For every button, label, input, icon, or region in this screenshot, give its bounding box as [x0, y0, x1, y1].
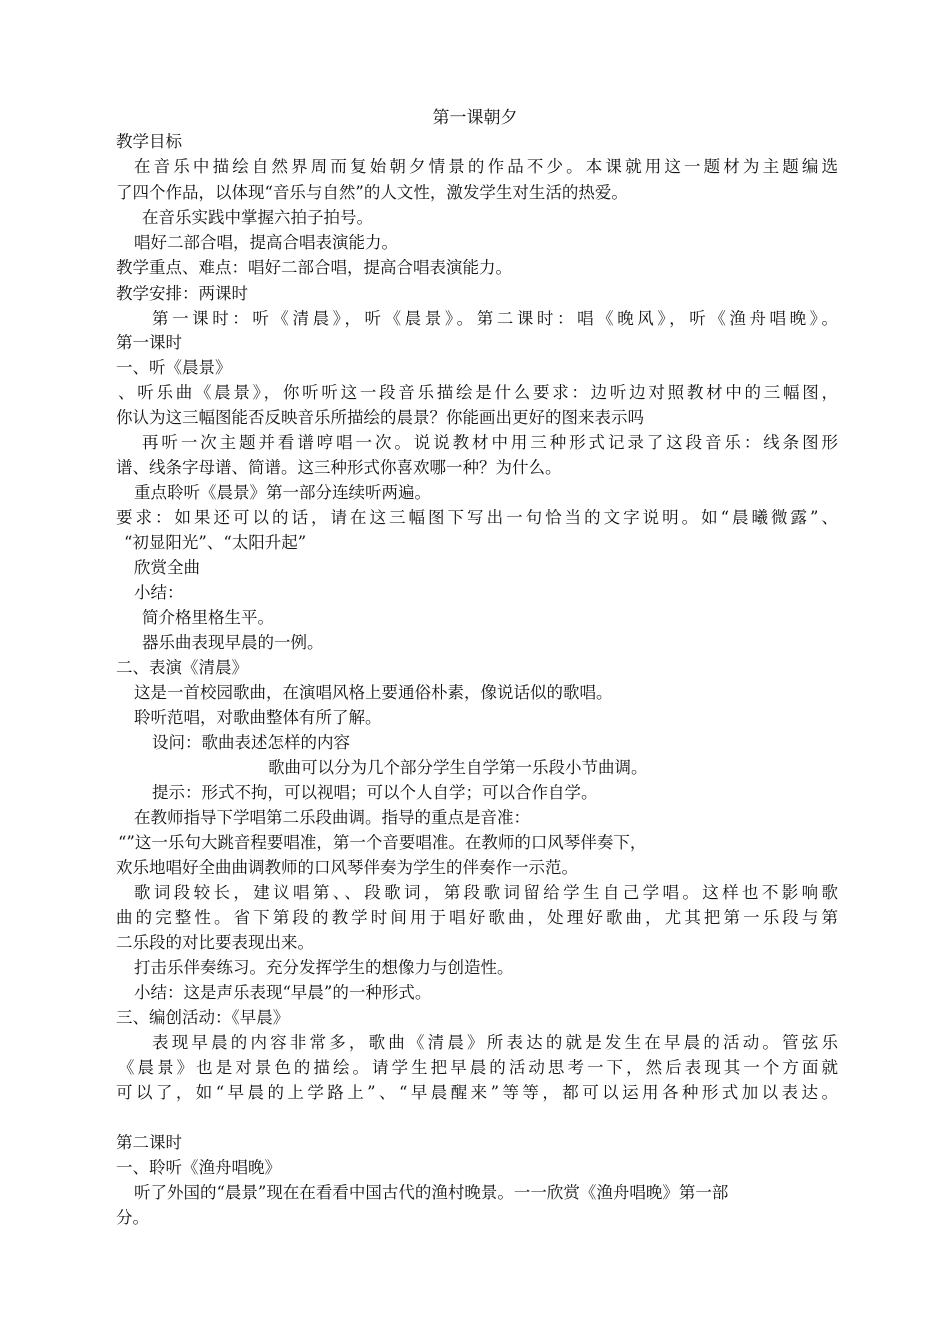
text-line: 表现早晨的内容非常多，歌曲《清晨》所表达的就是发生在早晨的活动。管弦乐 [152, 1033, 838, 1052]
text-line: 在教师指导下学唱第二乐段曲调。指导的重点是音准： [134, 808, 530, 827]
text-line: 、听乐曲《晨景》，你听听这一段音乐描绘是什么要求：边听边对照教材中的三幅图， [118, 383, 838, 402]
text-line: 教学目标 [116, 132, 182, 151]
text-line: 第一课时：听《清晨》，听《晨景》。第二课时：唱《晚风》，听《渔舟唱晚》。 [152, 309, 838, 328]
text-line: 分。 [116, 1208, 149, 1227]
text-line: 唱好二部合唱，提高合唱表演能力。 [134, 233, 398, 252]
text-line: 重点聆听《晨景》第一部分连续听两遍。 [134, 483, 431, 502]
text-line: 在音乐中描绘自然界周而复始朝夕情景的作品不少。本课就用这一题材为主题编选 [134, 157, 838, 176]
text-line: 教学安排：两课时 [116, 284, 248, 303]
text-line: 歌词段较长，建议唱第、、段歌词，第段歌词留给学生自己学唱。这样也不影响歌 [134, 883, 838, 902]
text-line: 要求：如果还可以的话，请在这三幅图下写出一句恰当的文字说明。如“晨曦微露”、 [116, 508, 838, 527]
text-line: “”这一乐句大跳音程要唱准，第一个音要唱准。在教师的口风琴伴奏下， [118, 833, 647, 852]
section-heading: 一、聆听《渔舟唱晚》 [116, 1158, 281, 1177]
text-line: 再听一次主题并看谱哼唱一次。说说教材中用三种形式记录了这段音乐：线条图形 [142, 433, 838, 452]
text-line: 欢乐地唱好全曲曲调教师的口风琴伴奏为学生的伴奏作一示范。 [116, 858, 578, 877]
text-line: 器乐曲表现早晨的一例。 [142, 633, 324, 652]
document-title: 第一课朝夕 [432, 108, 518, 128]
text-line: 简介格里格生平。 [142, 608, 274, 627]
section-heading: 一、听《晨景》 [116, 358, 232, 377]
text-line: 提示：形式不拘，可以视唱；可以个人自学；可以合作自学。 [152, 783, 598, 802]
text-line: 谱、线条字母谱、简谱。这三种形式你喜欢哪一种？为什么。 [116, 458, 562, 477]
section-heading: 三、编创活动：《早晨》 [116, 1008, 290, 1027]
text-line: 二乐段的对比要表现出来。 [116, 933, 314, 952]
text-line: 打击乐伴奏练习。充分发挥学生的想像力与创造性。 [134, 958, 514, 977]
text-line: 设问：歌曲表述怎样的内容 [152, 733, 350, 752]
text-line: 曲的完整性。省下第段的教学时间用于唱好歌曲，处理好歌曲，尤其把第一乐段与第 [116, 908, 838, 927]
text-line: “初显阳光”、“太阳升起” [124, 533, 307, 552]
text-line: 听了外国的“晨景”现在在看看中国古代的渔村晚景。一一欣赏《渔舟唱晚》第一部 [134, 1183, 729, 1202]
text-line: 小结： [134, 583, 184, 602]
text-line: 你认为这三幅图能否反映音乐所描绘的晨景？你能画出更好的图来表示吗 [116, 408, 644, 427]
text-line: 可以了，如“早晨的上学路上”、“早晨醒来”等等，都可以运用各种形式加以表达。 [116, 1083, 838, 1102]
section-heading: 二、表演《清晨》 [116, 658, 248, 677]
text-line: 了四个作品，以体现“音乐与自然”的人文性，激发学生对生活的热爱。 [116, 183, 628, 202]
text-line: 第二课时 [116, 1133, 182, 1152]
text-line: 在音乐实践中掌握六拍子拍号。 [142, 208, 373, 227]
text-line: 《晨景》也是对景色的描绘。请学生把早晨的活动思考一下，然后表现其一个方面就 [118, 1058, 838, 1077]
text-line: 歌曲可以分为几个部分学生自学第一乐段小节曲调。 [268, 758, 648, 777]
text-line: 小结：这是声乐表现“早晨”的一种形式。 [134, 983, 432, 1002]
text-line: 教学重点、难点：唱好二部合唱，提高合唱表演能力。 [116, 258, 512, 277]
text-line: 第一课时 [116, 333, 182, 352]
text-line: 这是一首校园歌曲，在演唱风格上要通俗朴素，像说话似的歌唱。 [134, 683, 613, 702]
text-line: 欣赏全曲 [134, 558, 200, 577]
text-line: 聆听范唱，对歌曲整体有所了解。 [134, 708, 382, 727]
